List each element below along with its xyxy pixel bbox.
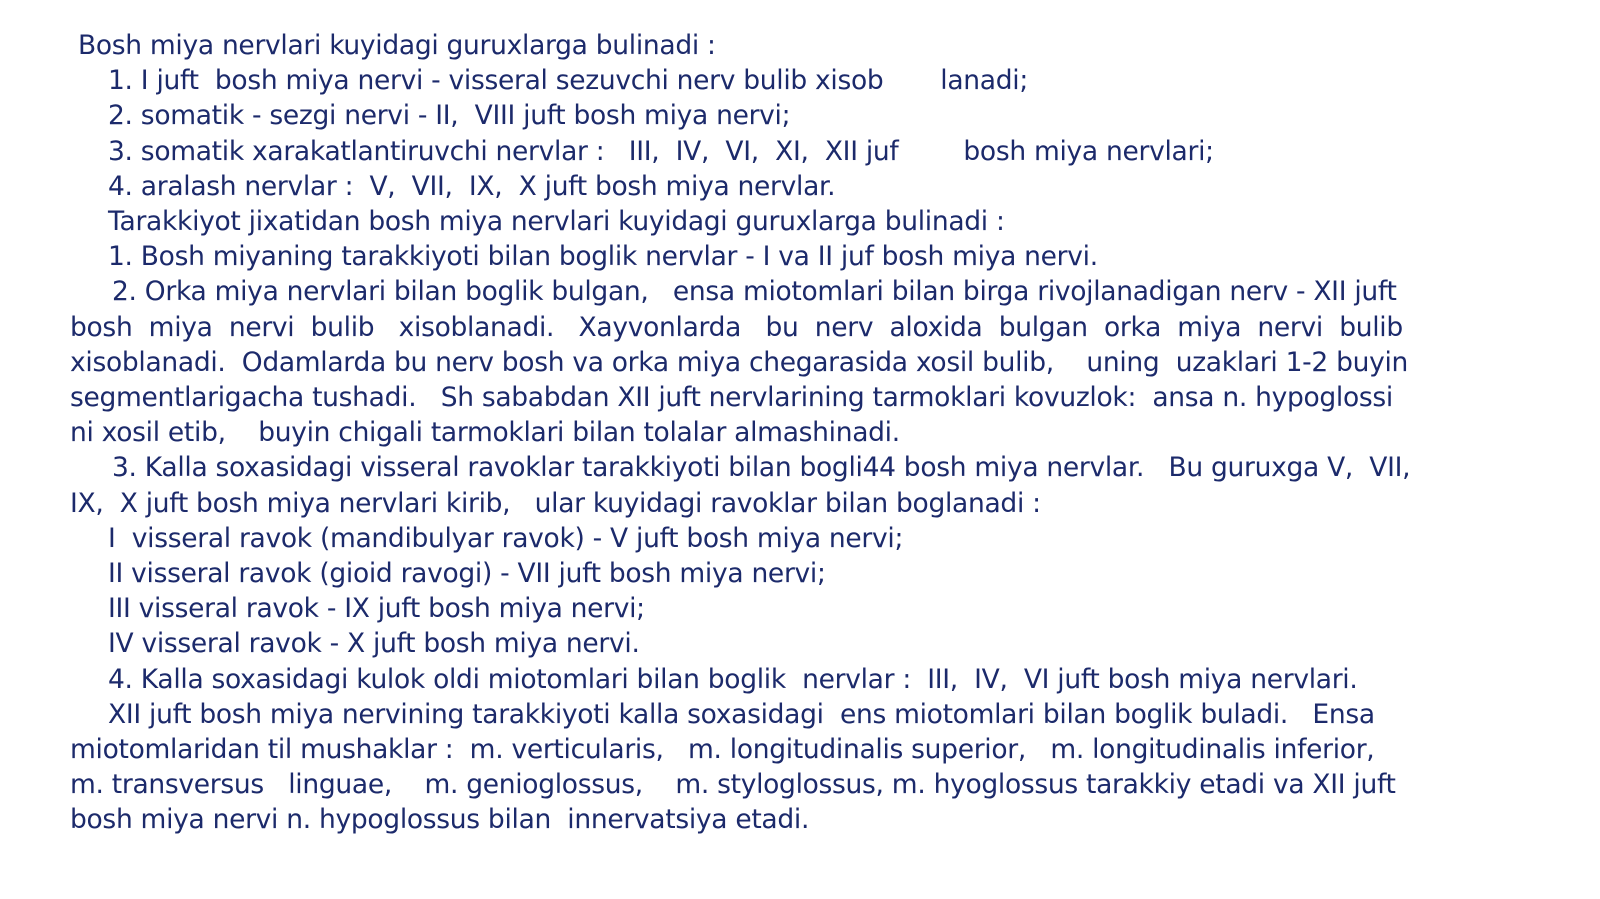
paragraph-line: bosh miya nervi n. hypoglossus bilan innervatsiya etadi. xyxy=(70,804,810,836)
paragraph-line: segmentlarigacha tushadi. Sh sababdan XII juft nervlarining tarmoklari kovuzlok: ansa n. hypoglossi xyxy=(70,382,1393,414)
heading-development-groups: Tarakkiyot jixatidan bosh miya nervlari kuyidagi guruxlarga bulinadi : xyxy=(108,206,1005,238)
paragraph-line: 2. Orka miya nervlari bilan boglik bulgan, ensa miotomlari bilan birga rivojlanadigan nerv - XII juft xyxy=(112,276,1397,308)
paragraph-line: miotomlaridan til mushaklar : m. verticularis, m. longitudinalis superior, m. longitudinalis inferior, xyxy=(70,734,1375,766)
paragraph-item-3 xyxy=(70,450,1516,520)
paragraph-line: bosh miya nervi bulib xisoblanadi. Xayvonlarda bu nerv aloxida bulgan orka miya nervi bulib xyxy=(70,311,1403,343)
document-body xyxy=(70,28,1516,838)
heading-nerve-groups: Bosh miya nervlari kuyidagi guruxlarga bulinadi : xyxy=(78,30,716,61)
list-item: 2. somatik - sezgi nervi - II, VIII juft bosh miya nervi; xyxy=(108,100,791,132)
paragraph-line: XII juft bosh miya nervining tarakkiyoti kalla soxasidagi ens miotomlari bilan boglik buladi. Ensa xyxy=(108,698,1375,730)
list-item: III visseral ravok - IX juft bosh miya nervi; xyxy=(108,593,645,625)
list-item: IV visseral ravok - X juft bosh miya nervi. xyxy=(108,628,640,660)
list-item: 4. aralash nervlar : V, VII, IX, X juft bosh miya nervlar. xyxy=(108,170,836,202)
paragraph-final xyxy=(70,697,1516,838)
paragraph-line: 3. Kalla soxasidagi visseral ravoklar tarakkiyoti bilan bogli44 bosh miya nervlar. Bu guruxga V, VII, xyxy=(112,452,1411,484)
list-item: 1. Bosh miyaning tarakkiyoti bilan boglik nervlar - I va II juf bosh miya nervi. xyxy=(108,241,1098,273)
list-item: II visseral ravok (gioid ravogi) - VII juft bosh miya nervi; xyxy=(108,558,826,590)
list-item: 3. somatik xarakatlantiruvchi nervlar : III, IV, VI, XI, XII juf bosh miya nervlari; xyxy=(108,135,1214,167)
list-item: 4. Kalla soxasidagi kulok oldi miotomlari bilan boglik nervlar : III, IV, VI juft bosh miya nervlari. xyxy=(108,663,1358,695)
paragraph-line: ni xosil etib, buyin chigali tarmoklari bilan tolalar almashinadi. xyxy=(70,417,900,449)
list-item: I visseral ravok (mandibulyar ravok) - V juft bosh miya nervi; xyxy=(108,522,904,554)
paragraph-line: m. transversus linguae, m. genioglossus, m. styloglossus, m. hyoglossus tarakkiy etadi va XII juft xyxy=(70,769,1396,801)
list-item: 1. I juft bosh miya nervi - visseral sezuvchi nerv bulib xisob lanadi; xyxy=(108,65,1028,97)
paragraph-item-2 xyxy=(70,274,1516,450)
paragraph-line: IX, X juft bosh miya nervlari kirib, ular kuyidagi ravoklar bilan boglanadi : xyxy=(70,487,1041,519)
paragraph-line: xisoblanadi. Odamlarda bu nerv bosh va orka miya chegarasida xosil bulib, uning uzaklari 1-2 buyin xyxy=(70,346,1409,378)
